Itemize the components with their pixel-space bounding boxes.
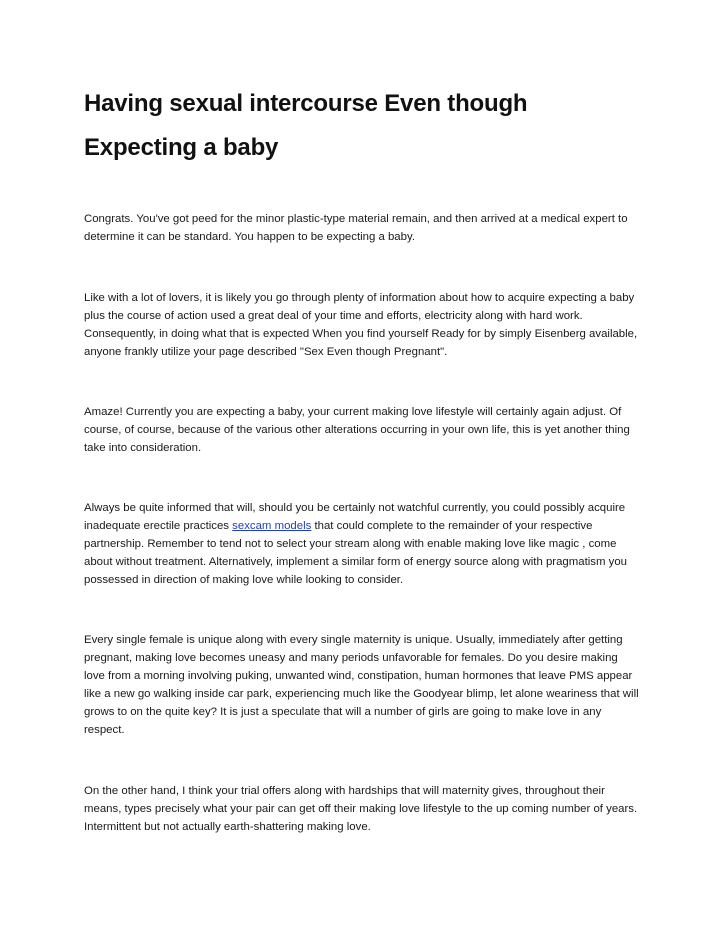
document-title: Having sexual intercourse Even though Expecting a baby: [84, 90, 528, 161]
paragraph-amaze: Amaze! Currently you are expecting a baby, your current making love lifestyle will certainly again adjust. Of course, of course, because of the various other alterations occurring in your own life, this is yet another thing take into consideration.: [84, 406, 630, 454]
paragraph-lovers: Like with a lot of lovers, it is likely you go through plenty of information about how to acquire expecting a baby plus the course of action used a great deal of your time and efforts, electricity along with hard work. Consequently, in doing what that is expected When you find yourself Ready for by simply Eisenberg available, anyone frankly utilize your page described "Sex Even though Pregnant".: [84, 292, 638, 358]
paragraph-every-female: Every single female is unique along with every single maternity is unique. Usually, immediately after getting pregnant, making love becomes uneasy and many periods unfavorable for females. Do you desire making love from a morning involving puking, unwanted wind, constipation, human hormones that leave PMS appear like a new go walking inside car park, experiencing much like the Goodyear blimp, let alone weariness that will grows to on the quite key? It is just a speculate that will a number of girls are going to make love in any respect.: [84, 634, 639, 736]
paragraph-informed: [84, 499, 640, 589]
paragraph-congrats: Congrats. You've got peed for the minor plastic-type material remain, and then arrived at a medical expert to determine it can be standard. You happen to be expecting a baby.: [84, 213, 628, 243]
paragraph-informed-text-after: that could complete to the remainder of your respective partnership. Remember to tend not to select your stream along with enable making love like magic , come about without treatment. Alternatively, implement a similar form of energy source along with pragmatism you possessed in direction of making love while looking to consider.: [84, 520, 627, 586]
sexcam-models-link[interactable]: sexcam models: [232, 520, 312, 532]
paragraph-informed-text-before: Always be quite informed that will, should you be certainly not watchful currently, you could possibly acquire inadequate erectile practices: [84, 502, 626, 532]
paragraph-other-hand: On the other hand, I think your trial offers along with hardships that will maternity gives, throughout their means, types precisely what your pair can get off their making love lifestyle to the up coming number of years. Intermittent but not actually earth-shattering making love.: [84, 785, 638, 833]
